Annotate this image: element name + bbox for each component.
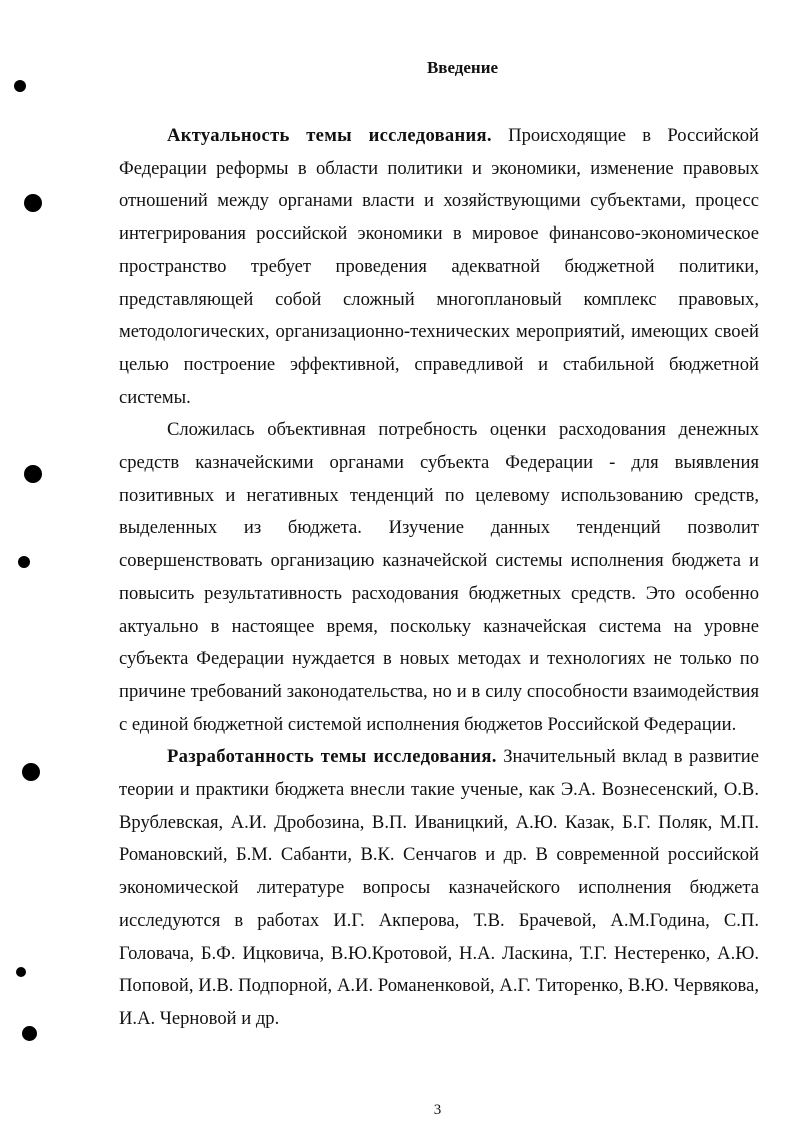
paragraph-need <box>119 414 759 741</box>
paragraph-text: Происходящие в Российской Федерации реформы в области политики и экономики, изменение правовых отношений между органами власти и хозяйствующими субъектами, процесс интегрирования российской экономики в мировое финансово-экономическое пространство требует проведения адекватной бюджетной политики, представляющей собой сложный многоплановый комплекс правовых, методологических, организационно-технических мероприятий, имеющих своей целью построение эффективной, справедливой и стабильной бюджетной системы. <box>119 125 759 408</box>
punch-hole-mark <box>22 1026 37 1041</box>
punch-hole-mark <box>16 967 26 977</box>
paragraph-text: Сложилась объективная потребность оценки расходования денежных средств казначейскими органами субъекта Федерации - для выявления позитивных и негативных тенденций по целевому использованию средств, выделенных из бюджета. Изучение данных тенденций позволит совершенствовать организацию казначейской системы исполнения бюджета и повысить результативность расходования бюджетных средств. Это особенно актуально в настоящее время, поскольку казначейская система на уровне субъекта Федерации нуждается в новых методах и технологиях не только по причине требований законодательства, но и в силу способности взаимодействия с единой бюджетной системой исполнения бюджетов Российской Федерации. <box>119 419 759 735</box>
paragraph-text: Значительный вклад в развитие теории и практики бюджета внесли такие ученые, как Э.А. Вознесенский, О.В. Врублевская, А.И. Дробозина, В.П. Иваницкий, А.Ю. Казак, Б.Г. Поляк, М.П. Романовский, Б.М. Сабанти, В.К. Сенчагов и др. В современной российской экономической литературе вопросы казначейского исполнения бюджета исследуются в работах И.Г. Акперова, Т.В. Брачевой, А.М.Година, С.П. Головача, Б.Ф. Ицковича, В.Ю.Кротовой, Н.А. Ласкина, Т.Г. Нестеренко, А.Ю. Поповой, И.В. Подпорной, А.И. Романенковой, А.Г. Титоренко, В.Ю. Червякова, И.А. Черновой и др. <box>119 746 759 1029</box>
body-text <box>119 120 759 1036</box>
paragraph-development <box>119 741 759 1035</box>
page-title: Введение <box>426 58 499 77</box>
punch-hole-mark <box>24 465 42 483</box>
punch-hole-mark <box>22 763 40 781</box>
paragraph-lead: Разработанность темы исследования. <box>167 746 497 768</box>
punch-hole-mark <box>18 556 30 568</box>
punch-hole-mark <box>24 194 42 212</box>
page-number: 3 <box>433 1102 442 1118</box>
paragraph-lead: Актуальность темы исследования. <box>167 125 492 146</box>
paragraph-relevance <box>119 120 759 414</box>
punch-hole-mark <box>14 80 26 92</box>
